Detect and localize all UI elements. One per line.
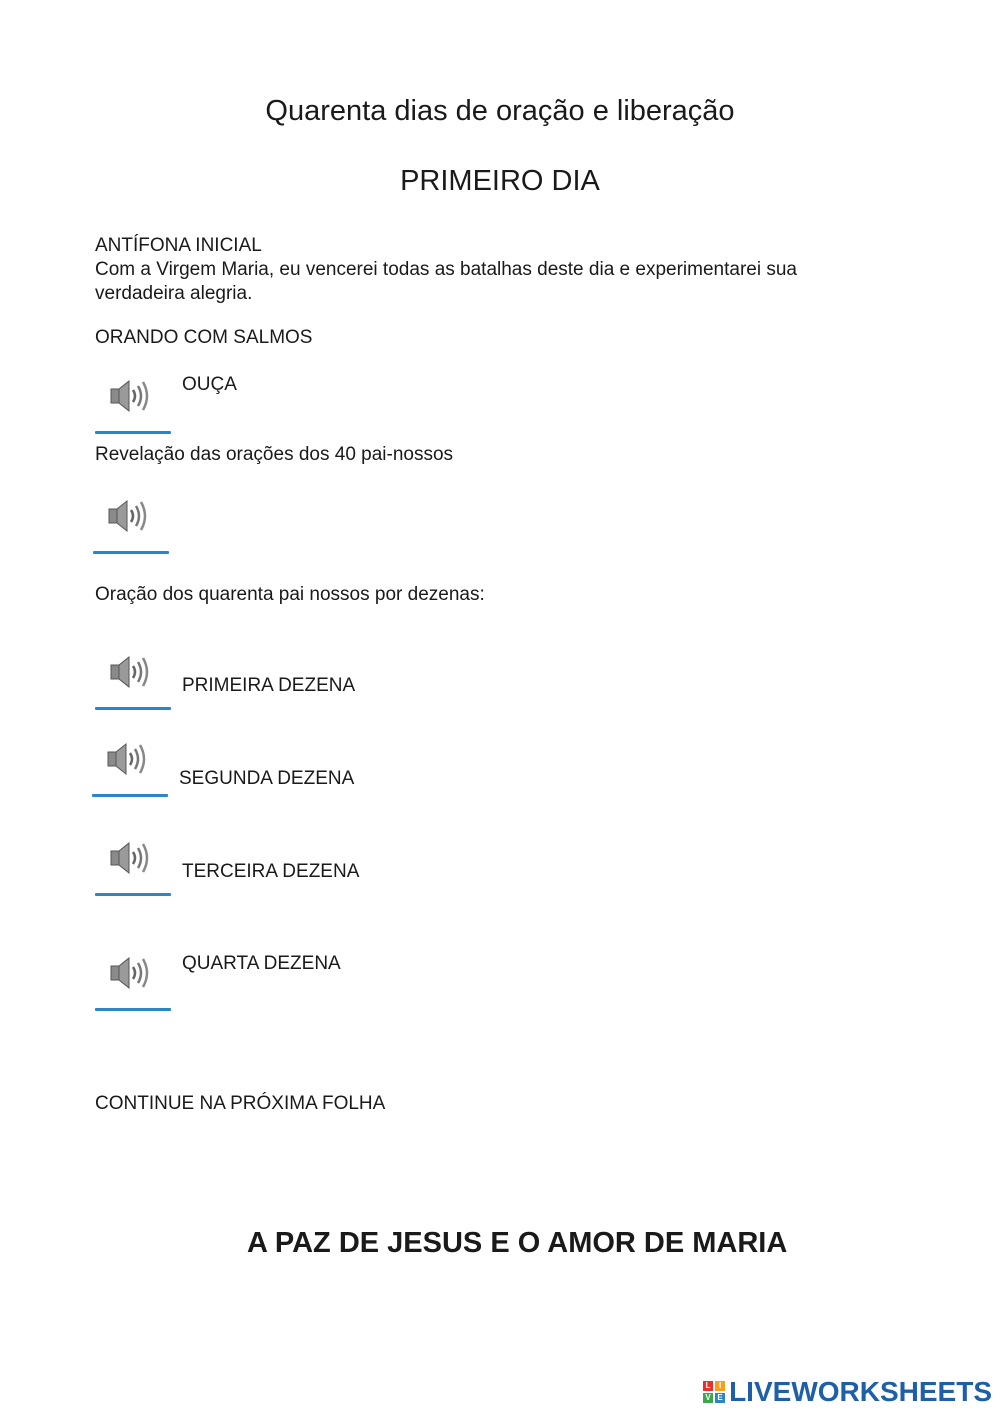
audio-label-psalms: OUÇA	[182, 374, 237, 395]
audio-button-decade-2[interactable]	[92, 725, 170, 797]
logo-grid-icon	[703, 1381, 725, 1403]
brand-name: LIVEWORKSHEETS	[729, 1376, 992, 1407]
closing-message: A PAZ DE JESUS E O AMOR DE MARIA	[247, 1227, 788, 1259]
page-title: Quarenta dias de oração e liberação	[265, 95, 735, 127]
antiphon-heading: ANTÍFONA INICIAL	[95, 235, 262, 256]
audio-progress-bar[interactable]	[95, 1008, 171, 1011]
brand-logo[interactable]	[703, 1377, 992, 1407]
speaker-icon	[107, 953, 155, 993]
page-subtitle: PRIMEIRO DIA	[400, 165, 600, 197]
audio-progress-bar[interactable]	[95, 893, 171, 896]
logo-letter: L	[703, 1381, 713, 1391]
speaker-icon	[107, 376, 155, 416]
audio-button-decade-4[interactable]	[95, 939, 173, 1011]
decade-label-2: SEGUNDA DEZENA	[179, 768, 355, 789]
audio-progress-bar[interactable]	[92, 794, 168, 797]
logo-letter: V	[703, 1393, 713, 1403]
logo-letter: I	[715, 1381, 725, 1391]
decade-label-1: PRIMEIRA DEZENA	[182, 675, 356, 696]
antiphon-line-2: verdadeira alegria.	[95, 283, 253, 304]
psalms-heading: ORANDO COM SALMOS	[95, 327, 313, 348]
speaker-icon	[105, 496, 153, 536]
continue-note: CONTINUE NA PRÓXIMA FOLHA	[95, 1093, 386, 1114]
decade-label-4: QUARTA DEZENA	[182, 953, 341, 974]
audio-button-decade-1[interactable]	[95, 638, 173, 710]
audio-progress-bar[interactable]	[95, 707, 171, 710]
antiphon-line-1: Com a Virgem Maria, eu vencerei todas as batalhas deste dia e experimentarei sua	[95, 259, 797, 280]
audio-button-psalms[interactable]	[95, 362, 173, 434]
speaker-icon	[107, 838, 155, 878]
speaker-icon	[107, 652, 155, 692]
audio-button-revelation[interactable]	[93, 482, 171, 554]
revelation-heading: Revelação das orações dos 40 pai-nossos	[95, 444, 454, 465]
speaker-icon	[104, 739, 152, 779]
audio-progress-bar[interactable]	[93, 551, 169, 554]
logo-letter: E	[715, 1393, 725, 1403]
decade-label-3: TERCEIRA DEZENA	[182, 861, 360, 882]
audio-button-decade-3[interactable]	[95, 824, 173, 896]
decades-heading: Oração dos quarenta pai nossos por dezenas:	[95, 584, 485, 605]
audio-progress-bar[interactable]	[95, 431, 171, 434]
